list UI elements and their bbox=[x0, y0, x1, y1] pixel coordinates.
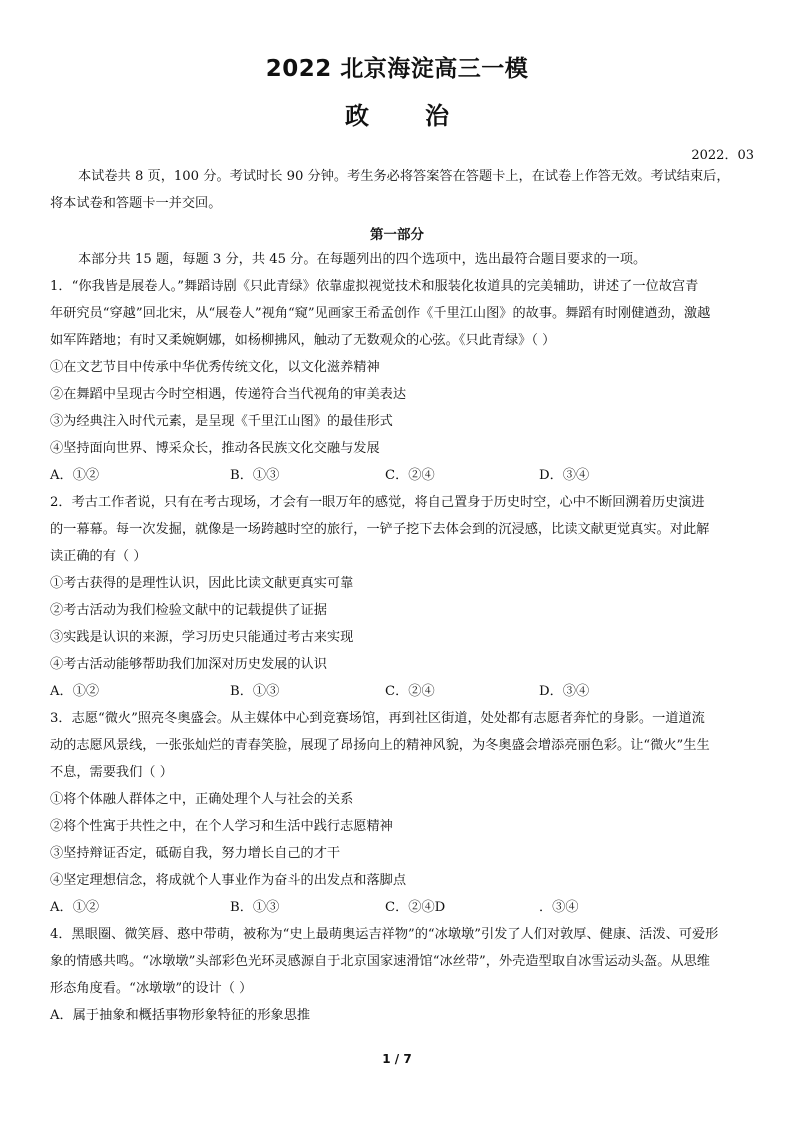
q2-option-c[interactable]: C．②④ bbox=[385, 684, 435, 699]
intro-line-2: 将本试卷和答题卡一并交回。 bbox=[50, 196, 222, 211]
q3-option-b[interactable]: B．①③ bbox=[230, 900, 280, 915]
q1-option-row bbox=[50, 466, 756, 486]
subject-char-1: 政 bbox=[345, 102, 369, 130]
page-number: 1 / 7 bbox=[382, 1052, 412, 1066]
q4-stem-line-1: 4．黑眼圈、微笑唇、憨中带萌，被称为“史上最萌奥运吉祥物”的“冰墩墩”引发了人们对敦厚、健康、活泼、可爱形 bbox=[50, 927, 719, 942]
q3-stem-line-2: 动的志愿风景线，一张张灿烂的青春笑脸，展现了昂扬向上的精神风貌，为冬奥盛会增添亮丽色彩。让“微火”生生 bbox=[50, 738, 710, 753]
q2-option-d[interactable]: D．③④ bbox=[539, 684, 590, 699]
q4-stem-line-2: 象的情感共鸣。“冰墩墩”头部彩色光环灵感源自于北京国家速滑馆“冰丝带”，外壳造型取自冰雪运动头盔。从思维 bbox=[50, 954, 710, 969]
q1-item-2: ②在舞蹈中呈现古今时空相遇，传递符合当代视角的审美表达 bbox=[50, 387, 407, 402]
q2-stem-line-2: 的一幕幕。每一次发掘，就像是一场跨越时空的旅行，一铲子挖下去体会到的沉浸感，比读文献更觉真实。对此解 bbox=[50, 522, 710, 537]
section-instruction: 本部分共 15 题，每题 3 分，共 45 分。在每题列出的四个选项中，选出最符合题目要求的一项。 bbox=[78, 252, 647, 267]
q2-option-a[interactable]: A．①② bbox=[50, 684, 100, 699]
q1-option-a[interactable]: A．①② bbox=[50, 468, 100, 483]
subject-heading bbox=[0, 96, 794, 131]
q2-item-1: ①考古获得的是理性认识，因此比读文献更真实可靠 bbox=[50, 576, 354, 591]
q3-option-d[interactable]: ．③④ bbox=[539, 900, 579, 915]
q3-item-3: ③坚持辩证否定，砥砺自我，努力增长自己的才干 bbox=[50, 846, 341, 861]
q3-option-a[interactable]: A．①② bbox=[50, 900, 100, 915]
q2-item-2: ②考古活动为我们检验文献中的记载提供了证据 bbox=[50, 603, 327, 618]
q1-option-d[interactable]: D．③④ bbox=[539, 468, 590, 483]
subject-char-2: 治 bbox=[425, 102, 449, 130]
q2-option-row bbox=[50, 682, 756, 702]
q1-stem-line-1: 1．“你我皆是展卷人。”舞蹈诗剧《只此青绿》依靠虚拟视觉技术和服装化妆道具的完美辅助，讲述了一位故宫青 bbox=[50, 279, 699, 294]
q4-stem-line-3: 形态角度看。“冰墩墩”的设计（ ） bbox=[50, 981, 253, 996]
q3-stem-line-1: 3．志愿“微火”照亮冬奥盛会。从主媒体中心到竞赛场馆，再到社区街道，处处都有志愿者奔忙的身影。一道道流 bbox=[50, 711, 705, 726]
q1-stem-line-2: 年研究员“穿越”回北宋，从“展卷人”视角“窥”见画家王希孟创作《千里江山图》的故事。舞蹈有时刚健遒劲，激越 bbox=[50, 306, 711, 321]
q2-option-b[interactable]: B．①③ bbox=[230, 684, 280, 699]
exam-date: 2022．03 bbox=[691, 148, 754, 163]
q3-item-4: ④坚定理想信念，将成就个人事业作为奋斗的出发点和落脚点 bbox=[50, 873, 407, 888]
q2-item-4: ④考古活动能够帮助我们加深对历史发展的认识 bbox=[50, 657, 327, 672]
q1-stem-line-3: 如军阵踏地；有时又柔婉婀娜，如杨柳拂风，触动了无数观众的心弦。《只此青绿》（ ） bbox=[50, 333, 556, 348]
q2-stem-line-3: 读正确的有（ ） bbox=[50, 549, 147, 564]
q1-item-4: ④坚持面向世界、博采众长，推动各民族文化交融与发展 bbox=[50, 441, 380, 456]
q1-options bbox=[50, 441, 756, 461]
intro-line-1: 本试卷共 8 页，100 分。考试时长 90 分钟。考生务必将答案答在答题卡上，在试卷上作答无效。考试结束后， bbox=[78, 169, 730, 184]
q3-item-2: ②将个性寓于共性之中，在个人学习和生活中践行志愿精神 bbox=[50, 819, 393, 834]
q3-stem-line-3: 不息，需要我们（ ） bbox=[50, 765, 173, 780]
q1-item-3: ③为经典注入时代元素，是呈现《千里江山图》的最佳形式 bbox=[50, 414, 393, 429]
q3-item-1: ①将个体融人群体之中，正确处理个人与社会的关系 bbox=[50, 792, 354, 807]
q1-option-c[interactable]: C．②④ bbox=[385, 468, 435, 483]
q4-option-a[interactable]: A．属于抽象和概括事物形象特征的形象思推 bbox=[50, 1008, 311, 1023]
q3-option-row bbox=[50, 898, 756, 918]
exam-title: 2022 北京海淀高三一模 bbox=[265, 56, 529, 82]
q2-stem-line-1: 2．考古工作者说，只有在考古现场，才会有一眼万年的感觉，将自己置身于历史时空，心中不断回溯着历史演进 bbox=[50, 495, 705, 510]
q3-option-c[interactable]: C．②④D bbox=[385, 900, 446, 915]
q1-option-b[interactable]: B．①③ bbox=[230, 468, 280, 483]
q2-item-3: ③实践是认识的来源，学习历史只能通过考古来实现 bbox=[50, 630, 354, 645]
section-title: 第一部分 bbox=[370, 227, 424, 243]
q1-item-1: ①在文艺节目中传承中华优秀传统文化，以文化滋养精神 bbox=[50, 360, 380, 375]
